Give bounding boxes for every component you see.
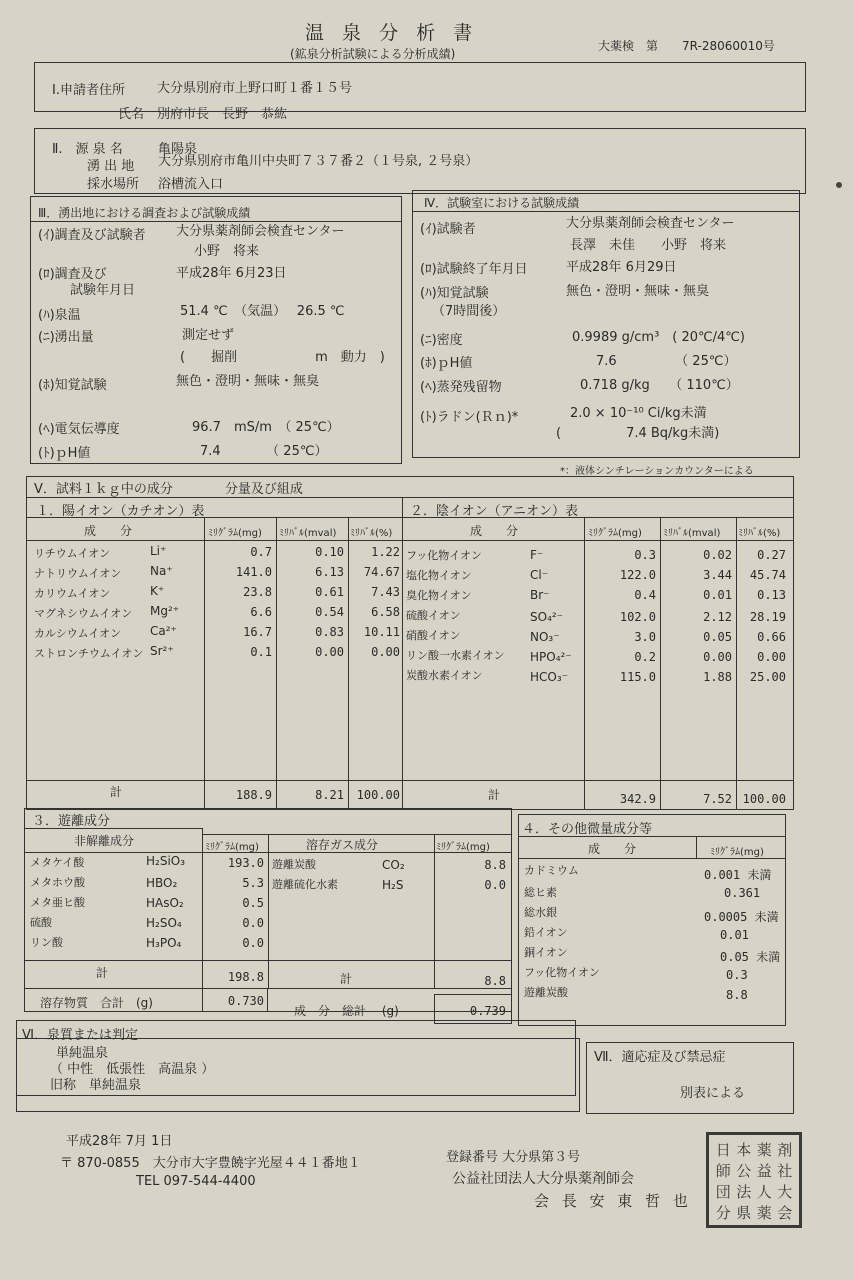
lab-r5-value: 7.6 （ 25℃） bbox=[596, 354, 737, 369]
cation-formula: K⁺ bbox=[150, 584, 165, 598]
spring-quality-heading: Ⅵ．泉質または判定 bbox=[22, 1028, 138, 1043]
nondiss-formula: H₃PO₄ bbox=[146, 936, 182, 950]
gas-total: 8.8 bbox=[484, 974, 506, 988]
dissolved-total: 0.730 bbox=[227, 994, 264, 1008]
cation-total-pct: 100.00 bbox=[356, 788, 400, 802]
cation-col-pct: ﾐﾘﾊﾞﾙ(%) bbox=[350, 528, 393, 539]
nondiss-formula: HBO₂ bbox=[146, 876, 178, 890]
cation-name: ストロンチウムイオン bbox=[34, 647, 144, 660]
field-r1-value: 大分県薬剤師会検査センター bbox=[176, 224, 345, 239]
gas-col-label: 溶存ガス成分 bbox=[306, 838, 379, 852]
trace-name: 鉛イオン bbox=[524, 926, 568, 939]
anion-formula: HPO₄²⁻ bbox=[530, 650, 572, 664]
anion-mg: 0.2 bbox=[634, 650, 656, 664]
nondiss-mg: 0.0 bbox=[242, 936, 264, 950]
anion-pct: 0.13 bbox=[757, 588, 786, 602]
anion-formula: NO₃⁻ bbox=[530, 630, 560, 644]
field-r4-label: (ﾆ)湧出量 bbox=[38, 330, 94, 345]
lab-r7-label: (ﾄ)ラドン(Ｒｎ)* bbox=[420, 410, 519, 425]
anion-mval: 2.12 bbox=[703, 610, 732, 624]
cation-name: リチウムイオン bbox=[34, 547, 111, 560]
issuer-tel: TEL 097-544-4400 bbox=[136, 1174, 256, 1189]
field-r4-value: 測定せず bbox=[182, 328, 235, 343]
field-r2-value: 平成28年 6月23日 bbox=[176, 266, 287, 281]
field-r4-value2: ( 掘削 m 動力 ) bbox=[180, 350, 385, 365]
document-title: 温 泉 分 析 書 bbox=[305, 22, 479, 44]
lab-r6-label: (ﾍ)蒸発残留物 bbox=[420, 380, 502, 395]
president-name: 会 長 安 東 哲 也 bbox=[534, 1192, 692, 1210]
anion-mval: 0.02 bbox=[703, 548, 732, 562]
anion-name: 硝酸イオン bbox=[406, 629, 461, 642]
cation-total-mg: 188.9 bbox=[235, 788, 272, 802]
cation-mg: 0.1 bbox=[250, 645, 272, 659]
source-name: 亀陽泉 bbox=[158, 142, 198, 157]
lab-r1-value: 大分県薬剤師会検査センター bbox=[566, 216, 735, 231]
lab-r3-value: 無色・澄明・無味・無臭 bbox=[566, 284, 710, 299]
applicant-address: 大分県別府市上野口町１番１５号 bbox=[157, 81, 353, 96]
anion-col-mg: ﾐﾘｸﾞﾗﾑ(mg) bbox=[588, 528, 642, 539]
cation-total-label: 計 bbox=[110, 785, 123, 799]
cation-table-title: １．陽イオン（カチオン）表 bbox=[36, 504, 205, 519]
field-r1-label: (ｲ)調査及び試験者 bbox=[38, 228, 146, 243]
trace-name: 遊離炭酸 bbox=[524, 986, 568, 999]
applicant-name: 別府市長 長野 恭紘 bbox=[157, 107, 288, 122]
lab-r4-label: (ﾆ)密度 bbox=[420, 333, 463, 348]
cation-name: カリウムイオン bbox=[34, 587, 111, 600]
cation-mval: 6.13 bbox=[315, 565, 344, 579]
cation-formula: Na⁺ bbox=[150, 564, 173, 578]
cation-pct: 74.67 bbox=[363, 565, 400, 579]
cation-formula: Mg²⁺ bbox=[150, 604, 180, 618]
cation-mg: 23.8 bbox=[243, 585, 272, 599]
anion-name: 硫酸イオン bbox=[406, 609, 461, 622]
gas-name: 遊離硫化水素 bbox=[272, 878, 338, 891]
lab-r3-label: (ﾊ)知覚試験 bbox=[420, 286, 489, 301]
trace-name: 銅イオン bbox=[524, 946, 568, 959]
cation-name: ナトリウムイオン bbox=[34, 567, 122, 580]
anion-total-mval: 7.52 bbox=[703, 792, 732, 806]
anion-name: 炭酸水素イオン bbox=[406, 669, 483, 682]
indications-heading: Ⅶ．適応症及び禁忌症 bbox=[594, 1050, 726, 1065]
anion-col-component: 成 分 bbox=[470, 524, 519, 538]
cation-col-mg: ﾐﾘｸﾞﾗﾑ(mg) bbox=[208, 528, 262, 539]
issuer-address: 〒 870-0855 大分市大字豊饒字光屋４４１番地１ bbox=[60, 1156, 361, 1171]
lab-r1-label: (ｲ)試験者 bbox=[420, 222, 476, 237]
field-r5-value: 無色・澄明・無味・無臭 bbox=[176, 374, 320, 389]
anion-col-pct: ﾐﾘﾊﾞﾙ(%) bbox=[738, 528, 781, 539]
anion-total-mg: 342.9 bbox=[619, 792, 656, 806]
trace-mg: 0.0005 未満 bbox=[704, 910, 779, 924]
lab-r2-label: (ﾛ)試験終了年月日 bbox=[420, 262, 528, 277]
cation-pct: 0.00 bbox=[371, 645, 400, 659]
cation-name: マグネシウムイオン bbox=[34, 607, 133, 620]
nondiss-mg: 193.0 bbox=[227, 856, 264, 870]
trace-col-component: 成 分 bbox=[588, 842, 637, 856]
anion-col-mval: ﾐﾘﾊﾞﾙ(mval) bbox=[663, 528, 721, 539]
nondiss-name: メタ亜ヒ酸 bbox=[30, 896, 85, 909]
components-heading: Ⅴ．試料１ｋｇ中の成分 分量及び組成 bbox=[34, 482, 303, 497]
field-r6-value: 96.7 mS/m （ 25℃） bbox=[192, 420, 340, 435]
anion-mg: 115.0 bbox=[619, 670, 656, 684]
anion-formula: SO₄²⁻ bbox=[530, 610, 564, 624]
field-r3-label: (ﾊ)泉温 bbox=[38, 308, 81, 323]
anion-name: リン酸一水素イオン bbox=[406, 649, 505, 662]
trace-name: 総水銀 bbox=[524, 906, 557, 919]
trace-mg: 0.01 bbox=[720, 928, 749, 942]
cation-formula: Ca²⁺ bbox=[150, 624, 177, 638]
anion-pct: 25.00 bbox=[749, 670, 786, 684]
anion-formula: Cl⁻ bbox=[530, 568, 549, 582]
cation-col-component: 成 分 bbox=[84, 524, 133, 538]
field-r3-value: 51.4 ℃ （気温） 26.5 ℃ bbox=[180, 304, 345, 319]
anion-name: 臭化物イオン bbox=[406, 589, 472, 602]
component-total-label: 成 分 総計 (g) bbox=[294, 1004, 399, 1018]
spring-quality-line3: 旧称 単純温泉 bbox=[50, 1078, 142, 1093]
field-r7-value: 7.4 （ 25℃） bbox=[200, 444, 328, 459]
spring-quality-line1: 単純温泉 bbox=[56, 1046, 109, 1061]
field-r2-label2: 試験年月日 bbox=[70, 283, 136, 298]
anion-pct: 0.27 bbox=[757, 548, 786, 562]
location-label: 湧 出 地 bbox=[87, 159, 135, 174]
anion-mg: 102.0 bbox=[619, 610, 656, 624]
lab-r4-value: 0.9989 g/cm³ ( 20℃/4℃) bbox=[572, 330, 745, 345]
gas-formula: H₂S bbox=[382, 878, 404, 892]
trace-name: フッ化物イオン bbox=[524, 966, 600, 979]
issuer-organization: 公益社団法人大分県薬剤師会 bbox=[452, 1171, 634, 1187]
anion-formula: HCO₃⁻ bbox=[530, 670, 568, 684]
nondiss-mg: 5.3 bbox=[242, 876, 264, 890]
trace-mg: 0.001 未満 bbox=[704, 868, 772, 882]
applicant-name-label: 氏名 bbox=[118, 107, 145, 122]
indications-value: 別表による bbox=[680, 1086, 746, 1101]
field-r1-value2: 小野 将来 bbox=[194, 244, 260, 259]
lab-r2-value: 平成28年 6月29日 bbox=[566, 260, 677, 275]
trace-name: 総ヒ素 bbox=[524, 886, 557, 899]
anion-formula: F⁻ bbox=[530, 548, 544, 562]
anion-mval: 0.05 bbox=[703, 630, 732, 644]
document-subtitle: (鉱泉分析試験による分析成績) bbox=[290, 47, 456, 61]
nondiss-col-label: 非解離成分 bbox=[74, 834, 135, 848]
nondiss-name: メタホウ酸 bbox=[30, 876, 85, 889]
gas-name: 遊離炭酸 bbox=[272, 858, 316, 871]
dissolved-total-label: 溶存物質 合計 (g) bbox=[40, 996, 153, 1010]
lab-test-heading: Ⅳ．試験室における試験成績 bbox=[424, 196, 580, 210]
field-test-heading: Ⅲ．湧出地における調査および試験成績 bbox=[38, 206, 251, 220]
anion-pct: 45.74 bbox=[749, 568, 786, 582]
cation-name: カルシウムイオン bbox=[34, 627, 122, 640]
cation-mval: 0.83 bbox=[315, 625, 344, 639]
trace-mg: 0.05 未満 bbox=[720, 950, 781, 964]
anion-name: 塩化物イオン bbox=[406, 569, 472, 582]
anion-table-title: ２．陰イオン（アニオン）表 bbox=[410, 504, 578, 519]
gas-formula: CO₂ bbox=[382, 858, 405, 872]
anion-mg: 122.0 bbox=[619, 568, 656, 582]
lab-r6-value: 0.718 g/kg （ 110℃） bbox=[580, 378, 739, 393]
nondiss-name: リン酸 bbox=[30, 936, 63, 949]
cation-formula: Li⁺ bbox=[150, 544, 167, 558]
official-seal: 日 本 薬 剤 師 公 益 社 団 法 人 大 分 県 薬 会 bbox=[706, 1132, 802, 1228]
registration-number: 登録番号 大分県第３号 bbox=[446, 1150, 581, 1165]
pin-hole bbox=[836, 182, 842, 188]
anion-mval: 1.88 bbox=[703, 670, 732, 684]
anion-mg: 0.4 bbox=[634, 588, 656, 602]
gas-total-label: 計 bbox=[340, 972, 353, 986]
cation-mg: 0.7 bbox=[250, 545, 272, 559]
sample-label: 採水場所 bbox=[87, 177, 140, 192]
nondiss-total: 198.8 bbox=[227, 970, 264, 984]
applicant-address-label: Ⅰ.申請者住所 bbox=[52, 83, 125, 98]
nondiss-formula: HAsO₂ bbox=[146, 896, 184, 910]
field-r7-label: (ﾄ)ｐH値 bbox=[38, 446, 91, 461]
cation-pct: 7.43 bbox=[371, 585, 400, 599]
anion-mval: 3.44 bbox=[703, 568, 732, 582]
radon-note: *：液体シンチレーションカウンターによる bbox=[560, 466, 754, 477]
anion-total-pct: 100.00 bbox=[742, 792, 786, 806]
lab-r1-value2: 長澤 未佳 小野 将来 bbox=[570, 238, 727, 253]
cation-formula: Sr²⁺ bbox=[150, 644, 174, 658]
source-name-label: Ⅱ. 源 泉 名 bbox=[52, 142, 123, 157]
nondiss-formula: H₂SO₄ bbox=[146, 916, 182, 930]
field-r2-label: (ﾛ)調査及び bbox=[38, 267, 107, 282]
nondiss-col-mg: ﾐﾘｸﾞﾗﾑ(mg) bbox=[205, 842, 259, 853]
cation-pct: 1.22 bbox=[371, 545, 400, 559]
cation-mval: 0.61 bbox=[315, 585, 344, 599]
cation-pct: 6.58 bbox=[371, 605, 400, 619]
trace-mg: 0.3 bbox=[726, 968, 748, 982]
anion-pct: 0.00 bbox=[757, 650, 786, 664]
cation-mval: 0.00 bbox=[315, 645, 344, 659]
trace-mg: 8.8 bbox=[726, 988, 748, 1002]
cation-mval: 0.10 bbox=[315, 545, 344, 559]
lab-r7-value: 2.0 × 10⁻¹⁰ Ci/kg未満 bbox=[570, 406, 707, 421]
gas-mg: 0.0 bbox=[484, 878, 506, 892]
anion-pct: 0.66 bbox=[757, 630, 786, 644]
cation-col-mval: ﾐﾘﾊﾞﾙ(mval) bbox=[279, 528, 337, 539]
location: 大分県別府市亀川中央町７３７番２（１号泉, ２号泉） bbox=[158, 154, 479, 169]
trace-title: ４．その他微量成分等 bbox=[522, 822, 653, 837]
anion-mg: 0.3 bbox=[634, 548, 656, 562]
trace-col-mg: ﾐﾘｸﾞﾗﾑ(mg) bbox=[710, 847, 764, 858]
anion-mval: 0.01 bbox=[703, 588, 732, 602]
issue-date: 平成28年 7月 1日 bbox=[66, 1134, 173, 1149]
component-total: 0.739 bbox=[469, 1004, 506, 1018]
trace-name: カドミウム bbox=[524, 864, 579, 877]
nondiss-name: メタケイ酸 bbox=[30, 856, 85, 869]
anion-formula: Br⁻ bbox=[530, 588, 550, 602]
nondiss-formula: H₂SiO₃ bbox=[146, 854, 186, 868]
field-r5-label: (ﾎ)知覚試験 bbox=[38, 378, 107, 393]
cation-mg: 16.7 bbox=[243, 625, 272, 639]
certificate-number: 大薬検 第 7R-28060010号 bbox=[598, 39, 775, 53]
anion-name: フッ化物イオン bbox=[406, 549, 482, 562]
nondiss-mg: 0.5 bbox=[242, 896, 264, 910]
cation-pct: 10.11 bbox=[363, 625, 400, 639]
cation-mg: 141.0 bbox=[235, 565, 272, 579]
applicant-box bbox=[34, 62, 806, 112]
nondiss-total-label: 計 bbox=[96, 966, 109, 980]
nondiss-mg: 0.0 bbox=[242, 916, 264, 930]
sample-point: 浴槽流入口 bbox=[158, 177, 224, 192]
cation-mg: 6.6 bbox=[250, 605, 272, 619]
trace-mg: 0.361 bbox=[724, 886, 761, 900]
free-components-title: ３．遊離成分 bbox=[32, 814, 111, 829]
gas-col-mg: ﾐﾘｸﾞﾗﾑ(mg) bbox=[436, 842, 490, 853]
cation-total-mval: 8.21 bbox=[315, 788, 344, 802]
anion-total-label: 計 bbox=[488, 788, 501, 802]
anion-mval: 0.00 bbox=[703, 650, 732, 664]
lab-r3-label2: （7時間後） bbox=[432, 304, 506, 319]
cation-mval: 0.54 bbox=[315, 605, 344, 619]
gas-mg: 8.8 bbox=[484, 858, 506, 872]
spring-quality-line2: （ 中性 低張性 高温泉 ） bbox=[50, 1062, 215, 1077]
lab-r5-label: (ﾎ)ｐH値 bbox=[420, 356, 473, 371]
field-r6-label: (ﾍ)電気伝導度 bbox=[38, 422, 120, 437]
lab-r7-value2: ( 7.4 Bq/kg未満) bbox=[556, 426, 720, 441]
nondiss-name: 硫酸 bbox=[30, 916, 52, 929]
anion-pct: 28.19 bbox=[749, 610, 786, 624]
anion-mg: 3.0 bbox=[634, 630, 656, 644]
